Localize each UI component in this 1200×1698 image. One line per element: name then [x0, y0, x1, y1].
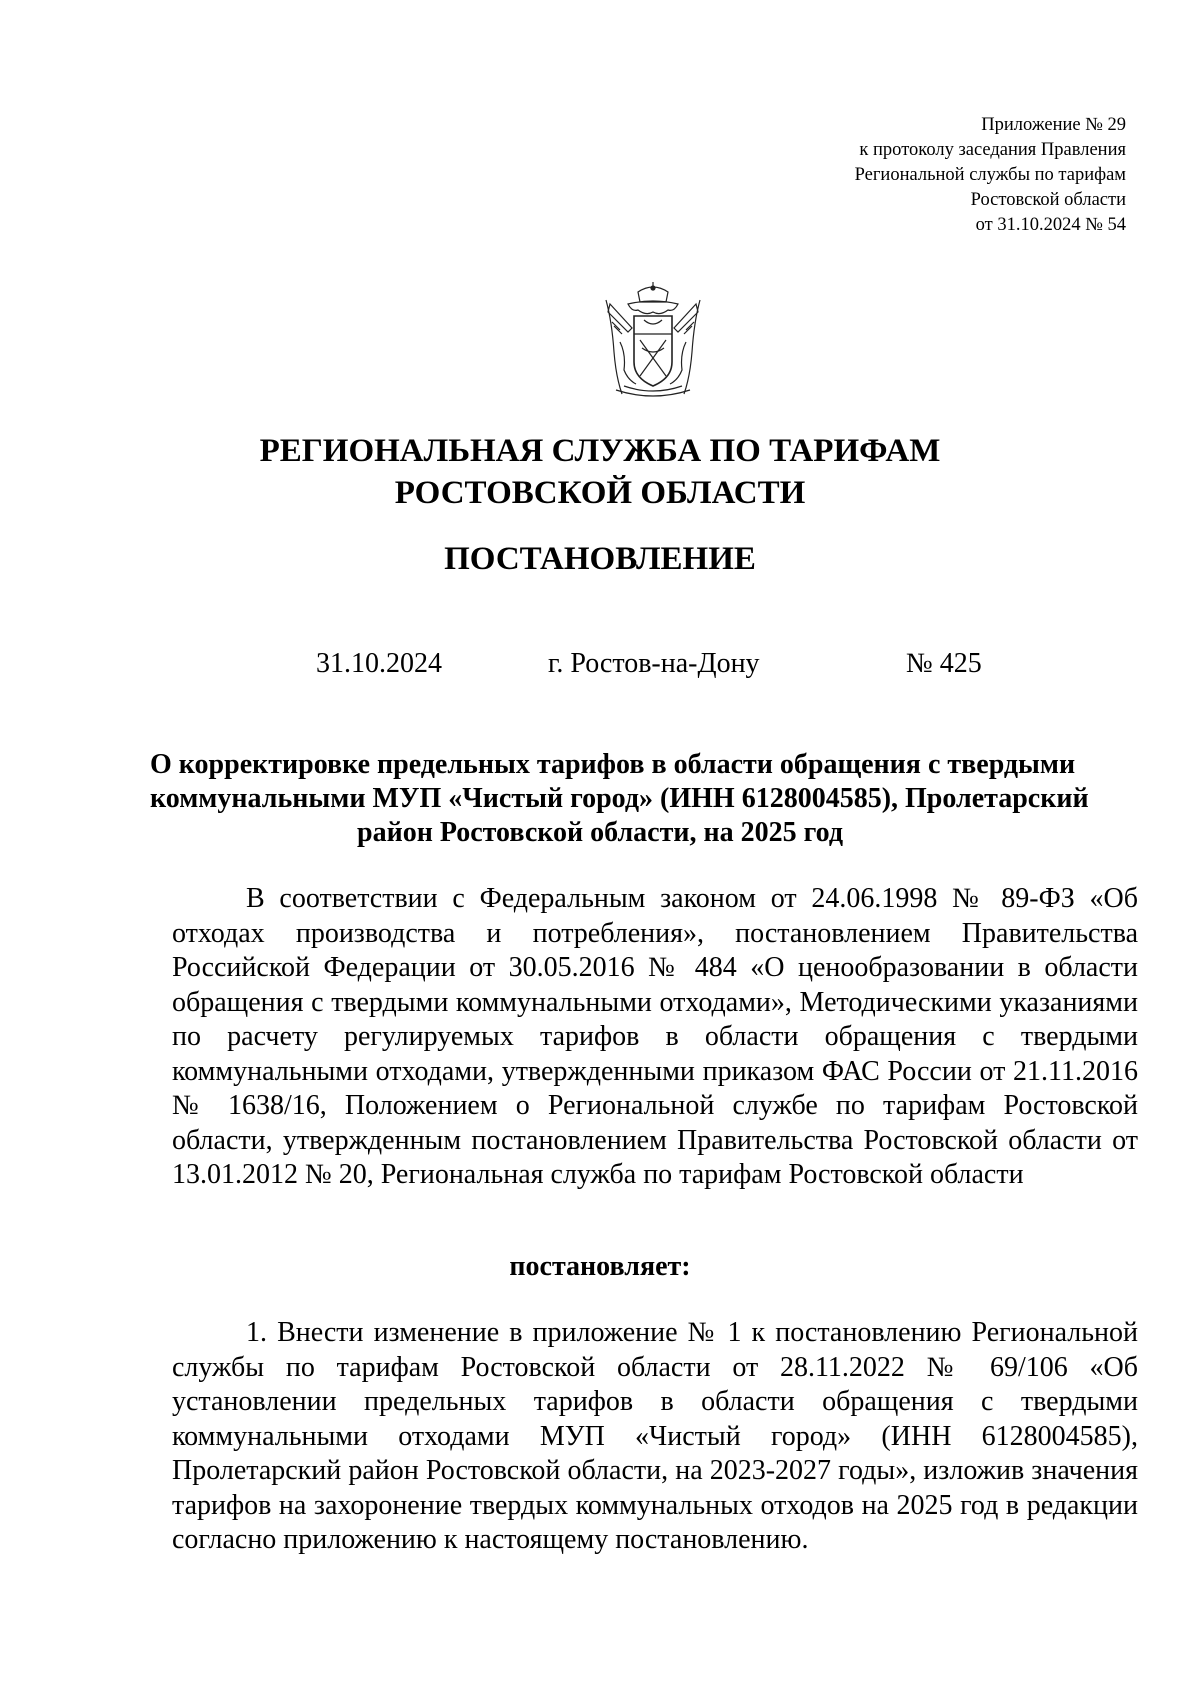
document-subject	[150, 748, 1089, 850]
resolution-item-1	[172, 1316, 1138, 1558]
appendix-line-3: Региональной службы по тарифам	[854, 165, 1126, 185]
agency-name-line-2: РОСТОВСКОЙ ОБЛАСТИ	[394, 475, 806, 511]
subject-line-1: О корректировке предельных тарифов в области обращения с твердыми	[150, 749, 1076, 780]
document-type: ПОСТАНОВЛЕНИЕ	[444, 541, 756, 577]
document-city: г. Ростов-на-Дону	[548, 648, 760, 679]
preamble-paragraph: В соответствии с Федеральным законом от 24.06.1998 № 89-ФЗ «Об отходах производства и потребления», постановлением Правительства Российской Федерации от 30.05.2016 № 484 «О ценообразовании в области обращения с твердыми коммунальными отходами», Методическими указаниями по расчету регулируемых тарифов в области обращения с твердыми коммунальными отходами, утвержденными приказом ФАС России от 21.11.2016 № 1638/16, Положением о Региональной службе по тарифам Ростовской области, утвержденным постановлением Правительства Ростовской области от 13.01.2012 № 20, Региональная служба по тарифам Ростовской области	[172, 883, 1138, 1190]
subject-line-2: коммунальными МУП «Чистый город» (ИНН 6128004585), Пролетарский	[150, 783, 1089, 814]
item-1-paragraph: 1. Внести изменение в приложение № 1 к постановлению Региональной службы по тарифам Ростовской области от 28.11.2022 № 69/106 «Об установлении предельных тарифов в области обращения с твердыми коммунальными отходами МУП «Чистый город» (ИНН 6128004585), Пролетарский район Ростовской области, на 2023-2027 годы», изложив значения тарифов на захоронение твердых коммунальных отходов на 2025 год в редакции согласно приложению к настоящему постановлению.	[172, 1317, 1138, 1555]
appendix-line-4: Ростовской области	[970, 190, 1126, 210]
appendix-line-1: Приложение № 29	[981, 115, 1126, 135]
appendix-line-2: к протоколу заседания Правления	[859, 140, 1126, 160]
agency-name-line-1: РЕГИОНАЛЬНАЯ СЛУЖБА ПО ТАРИФАМ	[259, 433, 941, 469]
rostov-oblast-coat-of-arms-icon	[598, 282, 708, 402]
subject-line-3: район Ростовской области, на 2025 год	[357, 817, 843, 848]
agency-name	[0, 430, 1200, 514]
resolve-heading: постановляет:	[509, 1251, 691, 1282]
document-date: 31.10.2024	[316, 648, 442, 679]
preamble-section	[172, 882, 1138, 1193]
appendix-line-5: от 31.10.2024 № 54	[975, 215, 1126, 235]
document-number: № 425	[906, 648, 982, 679]
appendix-reference	[855, 113, 1126, 238]
